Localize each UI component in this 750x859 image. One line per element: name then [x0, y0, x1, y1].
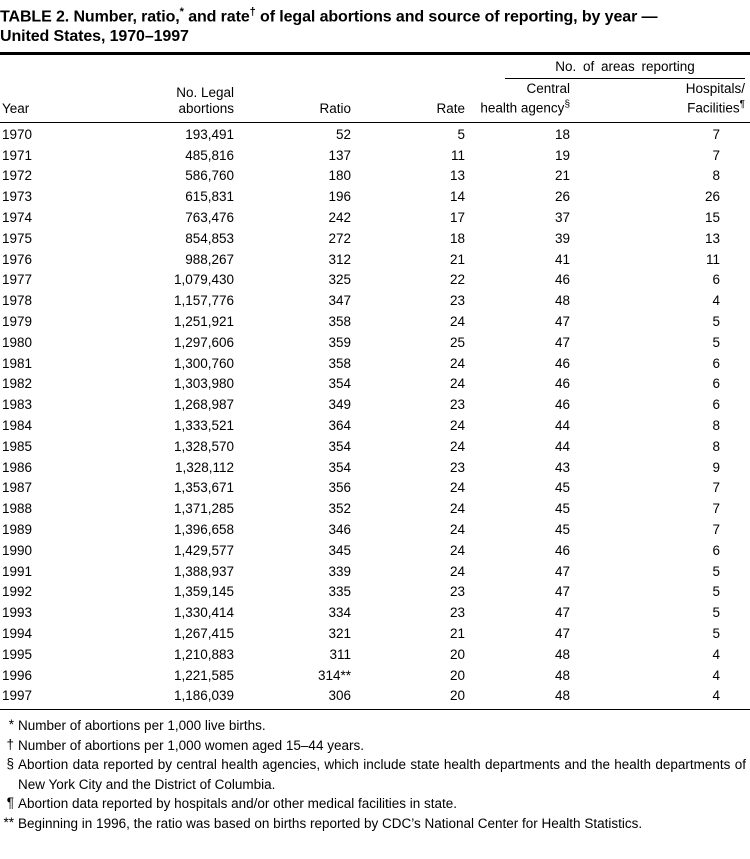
table-row — [0, 499, 750, 520]
legal-abortions-cell: 1,267,415 — [173, 625, 234, 641]
year-cell: 1971 — [2, 147, 33, 163]
hospitals-facilities-cell: 8 — [712, 417, 721, 433]
footnote-women-aged — [0, 736, 748, 756]
year-cell: 1993 — [2, 605, 33, 621]
table-row — [0, 458, 750, 479]
ratio-cell: 311 — [329, 646, 351, 662]
rate-cell: 5 — [457, 126, 465, 142]
section-marker: § — [564, 99, 570, 111]
rate-cell: 23 — [449, 293, 465, 309]
rate-cell: 20 — [449, 667, 465, 683]
table-row — [0, 166, 750, 187]
ratio-cell: 137 — [328, 147, 351, 163]
table-title — [0, 0, 750, 47]
col-head-abortions — [95, 79, 235, 122]
year-cell: 1982 — [2, 376, 33, 392]
title-line2: United States, 1970–1997 — [0, 28, 189, 46]
legal-abortions-cell: 1,429,577 — [173, 542, 234, 558]
hospitals-facilities-cell: 4 — [712, 646, 721, 662]
hospitals-facilities-cell: 7 — [712, 147, 721, 163]
legal-abortions-cell: 1,303,980 — [173, 376, 234, 392]
table-row — [0, 270, 750, 291]
table-row — [0, 229, 750, 250]
legal-abortions-cell: 763,476 — [185, 210, 234, 226]
legal-abortions-cell: 1,221,585 — [173, 667, 234, 683]
rate-cell: 23 — [449, 459, 465, 475]
year-cell: 1978 — [2, 293, 33, 309]
ratio-cell: 339 — [328, 563, 351, 579]
hospitals-facilities-cell: 13 — [704, 230, 721, 246]
table-body — [0, 122, 750, 709]
table-row — [0, 187, 750, 208]
central-health-agency-cell: 26 — [554, 189, 570, 205]
ratio-cell: 354 — [328, 438, 351, 454]
year-cell: 1996 — [2, 667, 33, 683]
hospitals-facilities-cell: 5 — [712, 625, 721, 641]
ratio-cell: 356 — [328, 480, 351, 496]
hospitals-facilities-cell: 6 — [712, 397, 721, 413]
rate-cell: 24 — [449, 521, 465, 537]
ratio-cell: 242 — [328, 210, 351, 226]
ratio-cell: 347 — [328, 293, 351, 309]
table-row — [0, 541, 750, 562]
ratio-cell: 335 — [328, 584, 351, 600]
legal-abortions-cell: 1,297,606 — [173, 334, 234, 350]
central-health-agency-cell: 43 — [554, 459, 570, 475]
year-cell: 1984 — [2, 417, 33, 433]
footnote-text: Abortion data reported by hospitals and/or other medical facilities in state. — [18, 796, 457, 812]
footnote-text: Beginning in 1996, the ratio was based on births reported by CDC’s National Center for Health Statistics. — [18, 815, 643, 831]
title-asterisk-marker: * — [179, 6, 184, 18]
central-health-agency-cell: 39 — [554, 230, 570, 246]
hospitals-facilities-cell: 7 — [712, 126, 721, 142]
table-row — [0, 686, 750, 709]
legal-abortions-cell: 1,268,987 — [173, 397, 234, 413]
rate-cell: 14 — [449, 189, 465, 205]
ratio-cell: 359 — [328, 334, 351, 350]
abortion-table — [0, 55, 750, 710]
hospitals-facilities-cell: 8 — [712, 168, 721, 184]
central-health-agency-cell: 41 — [554, 251, 570, 267]
year-cell: 1994 — [2, 625, 33, 641]
rate-cell: 20 — [449, 646, 465, 662]
table-row — [0, 437, 750, 458]
year-cell: 1990 — [2, 542, 33, 558]
hospitals-facilities-cell: 11 — [706, 251, 721, 267]
hospitals-facilities-cell: 5 — [712, 605, 721, 621]
central-health-agency-cell: 19 — [554, 147, 570, 163]
hospitals-facilities-cell: 7 — [712, 501, 721, 517]
central-health-agency-cell: 46 — [554, 542, 570, 558]
legal-abortions-cell: 988,267 — [185, 251, 234, 267]
footnote-hospitals — [0, 794, 748, 814]
legal-abortions-cell: 1,359,145 — [173, 584, 234, 600]
ratio-cell: 349 — [328, 397, 351, 413]
legal-abortions-cell: 1,388,937 — [173, 563, 234, 579]
hospitals-facilities-cell: 6 — [712, 355, 721, 371]
year-cell: 1986 — [2, 459, 33, 475]
hospitals-facilities-cell: 8 — [712, 438, 721, 454]
legal-abortions-cell: 1,371,285 — [173, 501, 234, 517]
central-health-agency-cell: 37 — [554, 210, 570, 226]
central-health-agency-cell: 46 — [554, 355, 570, 371]
ratio-cell: 306 — [235, 686, 353, 709]
central-health-agency-cell: 48 — [554, 667, 570, 683]
rate-cell: 24 — [449, 542, 465, 558]
hospitals-facilities-cell: 15 — [704, 210, 721, 226]
year-cell: 1976 — [2, 251, 33, 267]
col-head-hospitals-line2: Facilities — [687, 100, 740, 116]
legal-abortions-cell: 615,831 — [185, 189, 234, 205]
central-health-agency-cell: 48 — [554, 646, 570, 662]
rate-cell: 20 — [353, 686, 466, 709]
year-cell: 1979 — [2, 314, 33, 329]
table-row — [0, 416, 750, 437]
legal-abortions-cell: 1,333,521 — [173, 417, 234, 433]
ratio-cell: 314** — [317, 667, 351, 683]
col-head-central-line2: health agency — [480, 100, 565, 116]
rate-cell: 18 — [449, 230, 465, 246]
table-row — [0, 312, 750, 333]
year-cell: 1988 — [2, 501, 33, 517]
ratio-cell: 325 — [328, 272, 351, 288]
central-health-agency-cell: 48 — [554, 293, 570, 309]
ratio-cell: 345 — [328, 542, 351, 558]
spanning-header-spacer — [0, 55, 466, 79]
year-cell: 1991 — [2, 563, 33, 579]
ratio-cell: 196 — [328, 189, 351, 205]
legal-abortions-cell: 586,760 — [185, 168, 234, 184]
rate-cell: 22 — [449, 272, 465, 288]
central-health-agency-cell: 45 — [554, 521, 570, 537]
table-row — [0, 478, 750, 499]
central-health-agency-cell: 46 — [554, 397, 570, 413]
footnote-marker: * — [8, 717, 14, 733]
ratio-cell: 352 — [328, 501, 351, 517]
col-head-year: Year — [0, 79, 95, 122]
table-row — [0, 562, 750, 583]
hospitals-facilities-cell: 6 — [712, 542, 721, 558]
rate-cell: 24 — [449, 438, 465, 454]
year-cell: 1981 — [2, 355, 33, 371]
legal-abortions-cell: 1,251,921 — [173, 314, 234, 329]
footnote-central-agencies — [0, 755, 748, 794]
hospitals-facilities-cell: 4 — [572, 686, 750, 709]
legal-abortions-cell: 1,079,430 — [173, 272, 234, 288]
pilcrow-marker: ¶ — [739, 99, 746, 111]
ratio-cell: 354 — [328, 376, 351, 392]
table-row — [0, 645, 750, 666]
rate-cell: 13 — [449, 168, 465, 184]
central-health-agency-cell: 46 — [554, 376, 570, 392]
central-health-agency-cell: 47 — [554, 563, 570, 579]
footnote-marker: † — [6, 736, 14, 752]
central-health-agency-cell: 44 — [554, 438, 570, 454]
footnote-text: Number of abortions per 1,000 women aged 15–44 years. — [18, 737, 364, 753]
col-head-hospitals-line1: Hospitals/ — [685, 81, 746, 97]
hospitals-facilities-cell: 6 — [712, 272, 721, 288]
table-row — [0, 624, 750, 645]
central-health-agency-cell: 47 — [554, 605, 570, 621]
rate-cell: 25 — [449, 334, 465, 350]
year-cell: 1980 — [2, 334, 33, 350]
rate-cell: 24 — [449, 480, 465, 496]
hospitals-facilities-cell: 7 — [712, 521, 721, 537]
table-row — [0, 374, 750, 395]
legal-abortions-cell: 854,853 — [185, 230, 234, 246]
ratio-cell: 364 — [328, 417, 351, 433]
footnote-text: Number of abortions per 1,000 live births. — [18, 718, 266, 734]
rate-cell: 24 — [449, 314, 465, 329]
ratio-cell: 358 — [328, 314, 351, 329]
year-cell: 1987 — [2, 480, 33, 496]
rate-cell: 21 — [449, 251, 465, 267]
col-head-central-health-agency — [466, 79, 572, 122]
rate-cell: 24 — [449, 501, 465, 517]
rate-cell: 24 — [449, 563, 465, 579]
col-head-abortions-line1: No. Legal — [176, 84, 234, 100]
footnotes — [0, 710, 750, 833]
table-row — [0, 291, 750, 312]
year-cell: 1977 — [2, 272, 33, 288]
title-text-part3: of legal abortions and source of reporting, by year — — [255, 8, 658, 26]
footnote-live-births — [0, 716, 748, 736]
column-header-row — [0, 79, 750, 122]
table-row — [0, 208, 750, 229]
table-row — [0, 666, 750, 687]
year-cell: 1985 — [2, 438, 33, 454]
legal-abortions-cell: 1,210,883 — [173, 646, 234, 662]
legal-abortions-cell: 193,491 — [185, 126, 234, 142]
year-cell: 1997 — [0, 686, 95, 709]
hospitals-facilities-cell: 7 — [712, 480, 721, 496]
year-cell: 1973 — [2, 189, 33, 205]
hospitals-facilities-cell: 4 — [712, 667, 721, 683]
areas-reporting-header: No. of areas reporting — [505, 59, 745, 79]
table-row — [0, 582, 750, 603]
year-cell: 1983 — [2, 397, 33, 413]
spanning-header-cell — [466, 55, 750, 79]
legal-abortions-cell: 1,328,570 — [173, 438, 234, 454]
year-cell: 1972 — [2, 168, 33, 184]
col-head-abortions-line2: abortions — [178, 100, 234, 116]
hospitals-facilities-cell: 26 — [704, 189, 721, 205]
hospitals-facilities-cell: 4 — [712, 293, 721, 309]
year-cell: 1970 — [2, 126, 33, 142]
hospitals-facilities-cell: 5 — [712, 563, 721, 579]
table-row — [0, 603, 750, 624]
year-cell: 1974 — [2, 210, 33, 226]
central-health-agency-cell: 47 — [554, 584, 570, 600]
year-cell: 1989 — [2, 521, 33, 537]
rate-cell: 11 — [450, 147, 465, 163]
central-health-agency-cell: 44 — [554, 417, 570, 433]
footnote-nchs — [0, 814, 748, 834]
title-text-part1: TABLE 2. Number, ratio, — [0, 8, 180, 26]
ratio-cell: 180 — [328, 168, 351, 184]
hospitals-facilities-cell: 5 — [712, 584, 721, 600]
ratio-cell: 334 — [328, 605, 351, 621]
table-row — [0, 122, 750, 145]
rate-cell: 24 — [449, 355, 465, 371]
rate-cell: 21 — [449, 625, 465, 641]
rate-cell: 23 — [449, 397, 465, 413]
hospitals-facilities-cell: 9 — [712, 459, 721, 475]
central-health-agency-cell: 47 — [554, 625, 570, 641]
legal-abortions-cell: 1,186,039 — [95, 686, 235, 709]
hospitals-facilities-cell: 5 — [712, 314, 721, 329]
legal-abortions-cell: 485,816 — [185, 147, 234, 163]
central-health-agency-cell: 47 — [554, 314, 570, 329]
footnote-marker: ¶ — [6, 795, 14, 811]
footnote-text: Abortion data reported by central health agencies, which include state health departments and the health departments of New York City and the District of Columbia. — [18, 757, 746, 792]
table-row — [0, 395, 750, 416]
col-head-ratio: Ratio — [235, 79, 353, 122]
legal-abortions-cell: 1,330,414 — [173, 605, 234, 621]
central-health-agency-cell: 45 — [554, 501, 570, 517]
hospitals-facilities-cell: 6 — [712, 376, 721, 392]
rate-cell: 23 — [449, 605, 465, 621]
rate-cell: 24 — [449, 376, 465, 392]
legal-abortions-cell: 1,353,671 — [173, 480, 234, 496]
ratio-cell: 358 — [328, 355, 351, 371]
ratio-cell: 321 — [328, 625, 351, 641]
ratio-cell: 346 — [328, 521, 351, 537]
legal-abortions-cell: 1,157,776 — [173, 293, 234, 309]
ratio-cell: 354 — [328, 459, 351, 475]
year-cell: 1975 — [2, 230, 33, 246]
table-row — [0, 354, 750, 375]
spanning-header-row — [0, 55, 750, 79]
footnote-marker: § — [6, 756, 14, 772]
col-head-hospitals-facilities — [572, 79, 750, 122]
table-row — [0, 146, 750, 167]
table-row — [0, 520, 750, 541]
col-head-central-line1: Central — [526, 81, 570, 97]
legal-abortions-cell: 1,300,760 — [173, 355, 234, 371]
central-health-agency-cell: 47 — [554, 334, 570, 350]
hospitals-facilities-cell: 5 — [712, 334, 721, 350]
central-health-agency-cell: 18 — [554, 126, 570, 142]
central-health-agency-cell: 45 — [554, 480, 570, 496]
title-text-part2: and rate — [183, 8, 250, 26]
ratio-cell: 312 — [328, 251, 351, 267]
col-head-rate: Rate — [353, 79, 466, 122]
footnote-marker: ** — [3, 814, 14, 830]
ratio-cell: 52 — [335, 126, 351, 142]
rate-cell: 23 — [449, 584, 465, 600]
ratio-cell: 272 — [328, 230, 351, 246]
rate-cell: 17 — [449, 210, 465, 226]
year-cell: 1992 — [2, 584, 33, 600]
title-dagger-marker: † — [249, 6, 256, 18]
legal-abortions-cell: 1,328,112 — [174, 459, 234, 475]
central-health-agency-cell: 46 — [554, 272, 570, 288]
legal-abortions-cell: 1,396,658 — [173, 521, 234, 537]
table-row — [0, 333, 750, 354]
central-health-agency-cell: 21 — [554, 168, 570, 184]
table-row — [0, 250, 750, 271]
rate-cell: 24 — [449, 417, 465, 433]
central-health-agency-cell: 48 — [466, 686, 572, 709]
year-cell: 1995 — [2, 646, 33, 662]
